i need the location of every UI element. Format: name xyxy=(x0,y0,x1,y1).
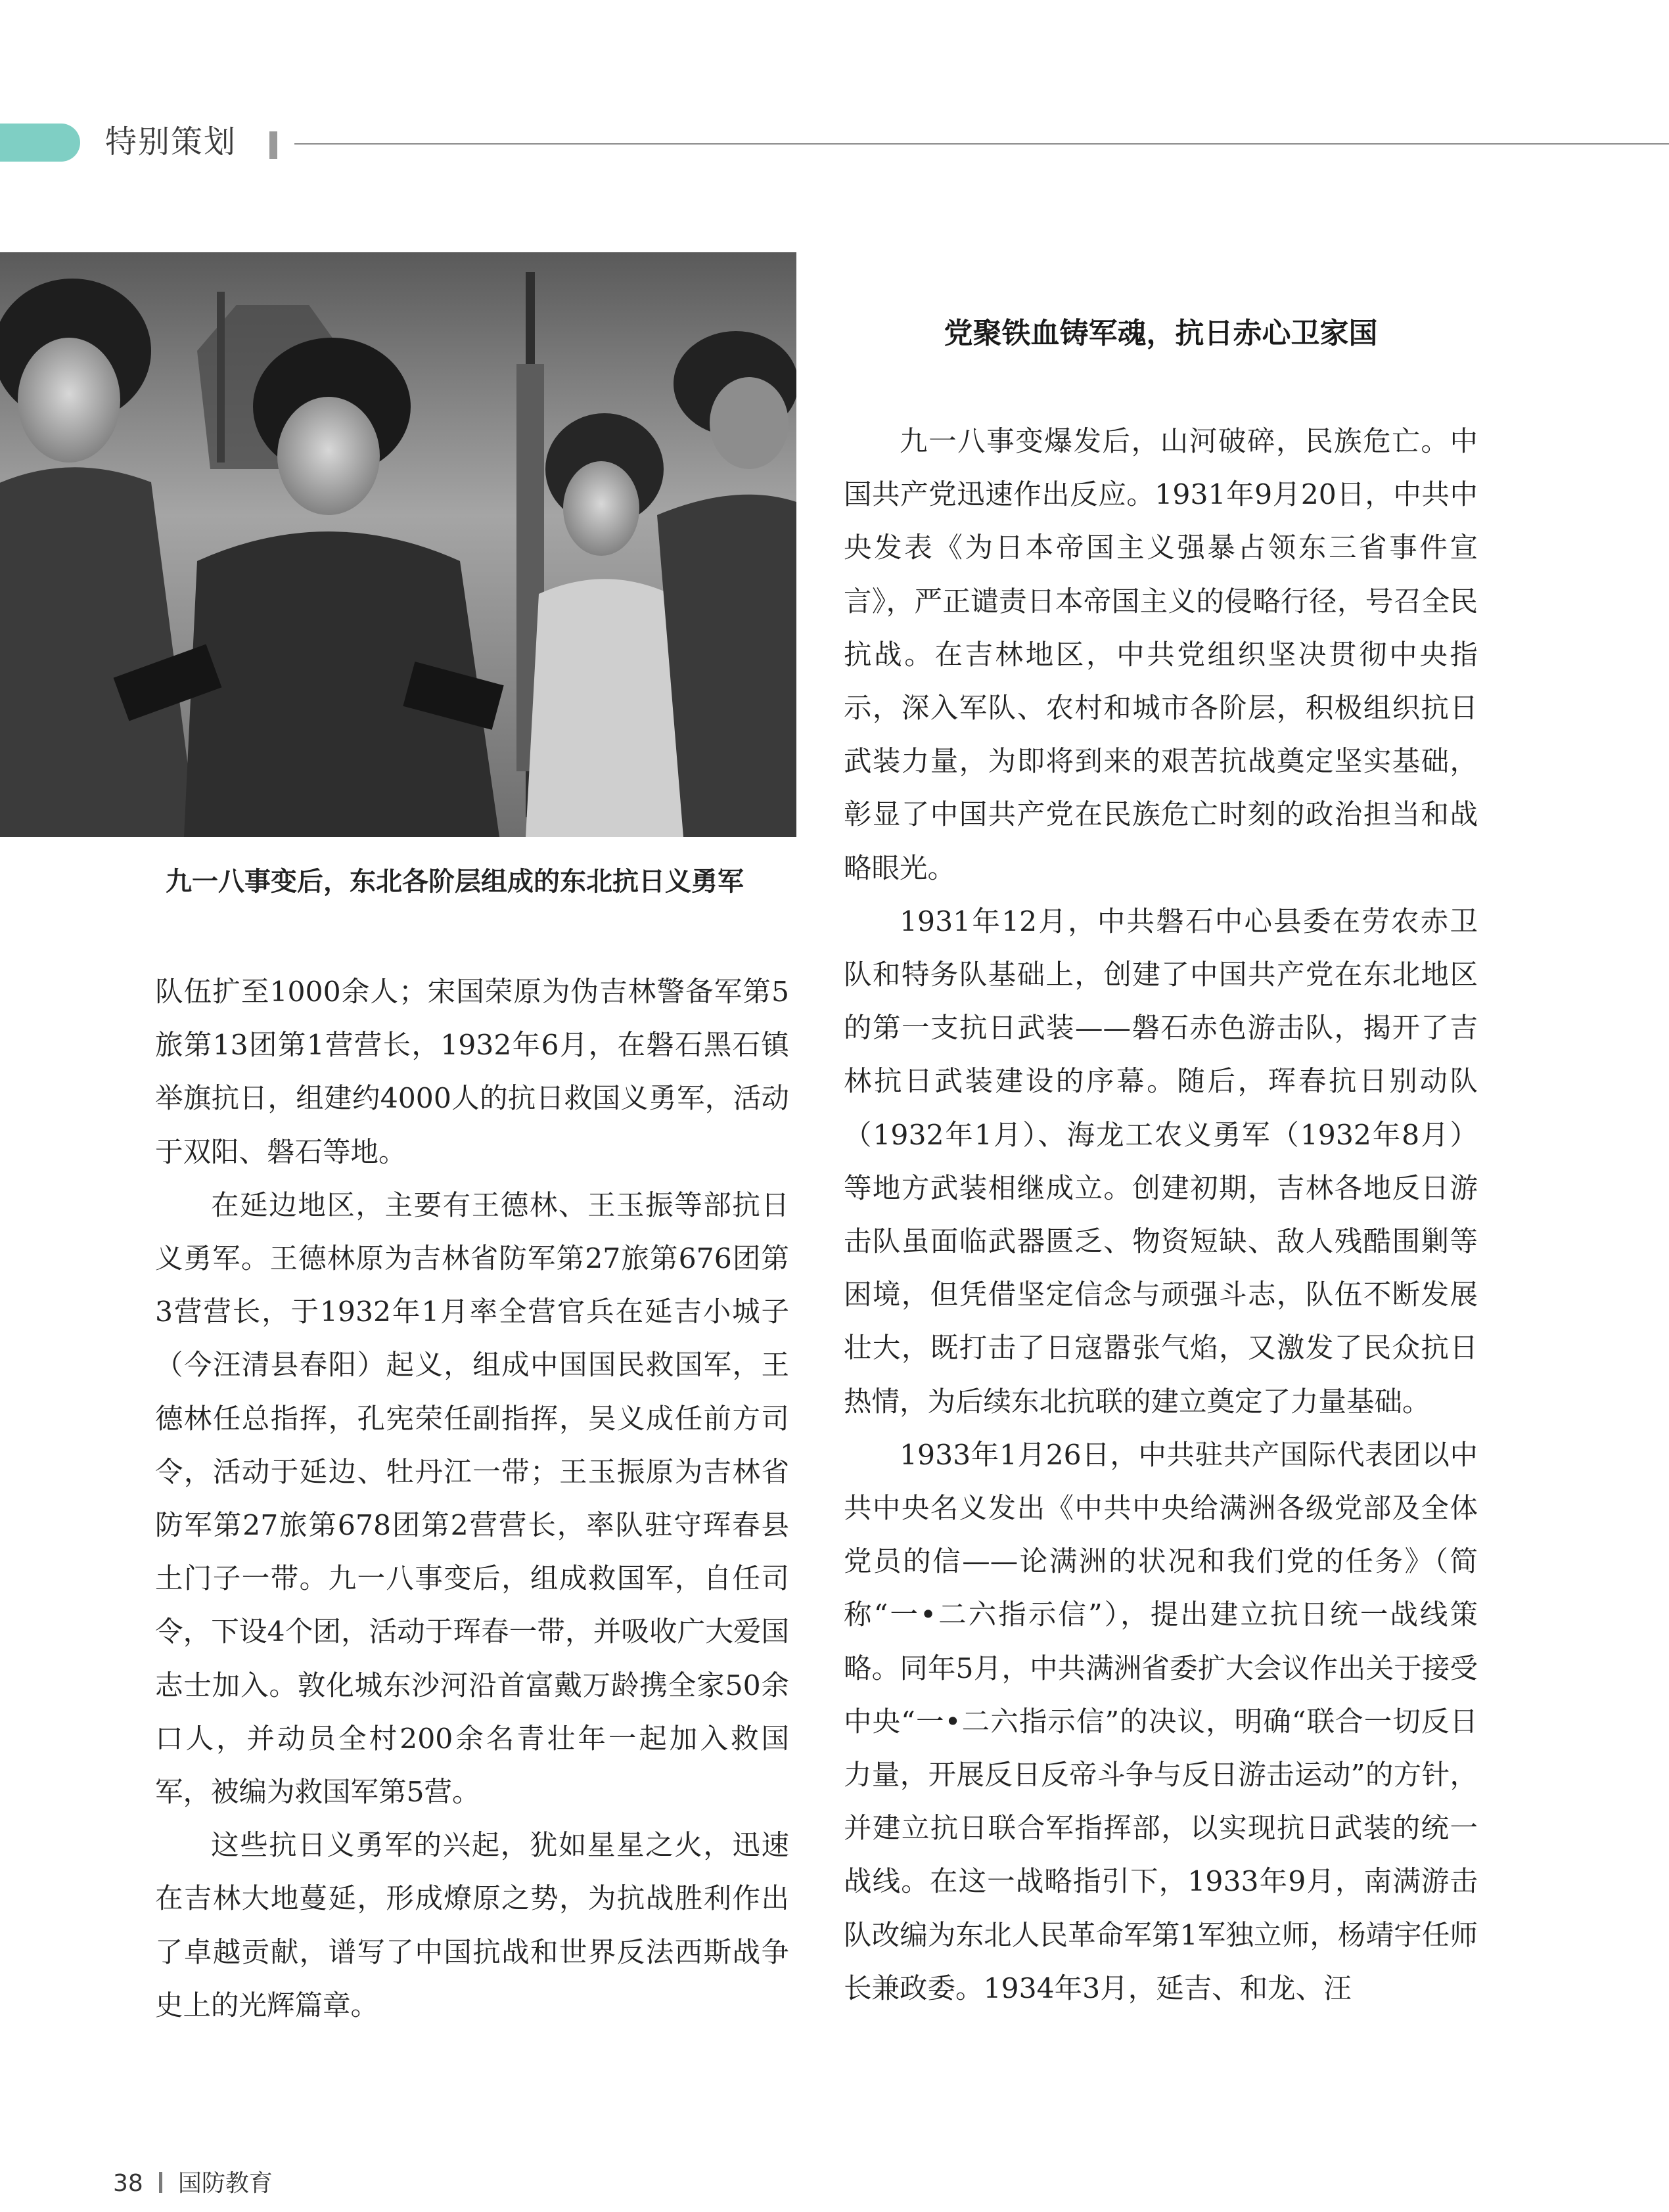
left-text-column xyxy=(155,966,789,2033)
historical-photo xyxy=(0,252,796,837)
paragraph: 1933年1月26日，中共驻共产国际代表团以中共中央名义发出《中共中央给满洲各级党部及全体党员的信——论满洲的状况和我们党的任务》（简称“一•二六指示信”），提出建立抗日统一战线策略。同年5月，中共满洲省委扩大会议作出关于接受中央“一•二六指示信”的决议，明确“联合一切反日力量，开展反日反帝斗争与反日游击运动”的方针，并建立抗日联合军指挥部，以实现抗日武装的统一战线。在这一战略指引下，1933年9月，南满游击队改编为东北人民革命军第1军独立师，杨靖宇任师长兼政委。1934年3月，延吉、和龙、汪 xyxy=(844,1439,1478,2005)
paragraph: 1931年12月，中共磐石中心县委在劳农赤卫队和特务队基础上，创建了中国共产党在东北地区的第一支抗日武装——磐石赤色游击队，揭开了吉林抗日武装建设的序幕。随后，珲春抗日别动队（1932年1月）、海龙工农义勇军（1932年8月）等地方武装相继成立。创建初期，吉林各地反日游击队虽面临武器匮乏、物资短缺、敌人残酷围剿等困境，但凭借坚定信念与顽强斗志，队伍不断发展壮大，既打击了日寇嚣张气焰，又激发了民众抗日热情，为后续东北抗联的建立奠定了力量基础。 xyxy=(844,905,1478,1418)
section-label: 特别策划 xyxy=(105,124,237,160)
section-label-bar xyxy=(269,131,277,159)
section-heading: 党聚铁血铸军魂，抗日赤心卫家国 xyxy=(944,317,1378,350)
paragraph: 九一八事变爆发后，山河破碎，民族危亡。中国共产党迅速作出反应。1931年9月20日，中共中央发表《为日本帝国主义强暴占领东三省事件宣言》，严正谴责日本帝国主义的侵略行径，号召全民抗战。在吉林地区，中共党组织坚决贯彻中央指示，深入军队、农村和城市各阶层，积极组织抗日武装力量，为即将到来的艰苦抗战奠定坚实基础，彰显了中国共产党在民族危亡时刻的政治担当和战略眼光。 xyxy=(844,426,1478,885)
page-number: 38 xyxy=(113,2170,143,2197)
right-text-column xyxy=(844,415,1478,2016)
header-rule xyxy=(294,143,1669,145)
paragraph: 在延边地区，主要有王德林、王玉振等部抗日义勇军。王德林原为吉林省防军第27旅第676团第3营营长，于1932年1月率全营官兵在延吉小城子（今汪清县春阳）起义，组成中国国民救国军，王德林任总指挥，孔宪荣任副指挥，吴义成任前方司令，活动于延边、牡丹江一带；王玉振原为吉林省防军第27旅第678团第2营营长，率队驻守珲春县土门子一带。九一八事变后，组成救国军，自任司令，下设4个团，活动于珲春一带，并吸收广大爱国志士加入。敦化城东沙河沿首富戴万龄携全家50余口人，并动员全村200余名青壮年一起加入救国军，被编为救国军第5营。 xyxy=(155,1189,789,1809)
paragraph: 这些抗日义勇军的兴起，犹如星星之火，迅速在吉林大地蔓延，形成燎原之势，为抗战胜利作出了卓越贡献，谱写了中国抗战和世界反法西斯战争史上的光辉篇章。 xyxy=(155,1830,789,2022)
section-accent-pill xyxy=(0,124,80,162)
publication-name: 国防教育 xyxy=(177,2170,273,2197)
page-footer xyxy=(113,2168,273,2200)
paragraph: 队伍扩至1000余人；宋国荣原为伪吉林警备军第5旅第13团第1营营长，1932年6月，在磐石黑石镇举旗抗日，组建约4000人的抗日救国义勇军，活动于双阳、磐石等地。 xyxy=(155,976,789,1169)
photo-caption: 九一八事变后，东北各阶层组成的东北抗日义勇军 xyxy=(166,867,744,897)
footer-separator xyxy=(159,2172,162,2193)
